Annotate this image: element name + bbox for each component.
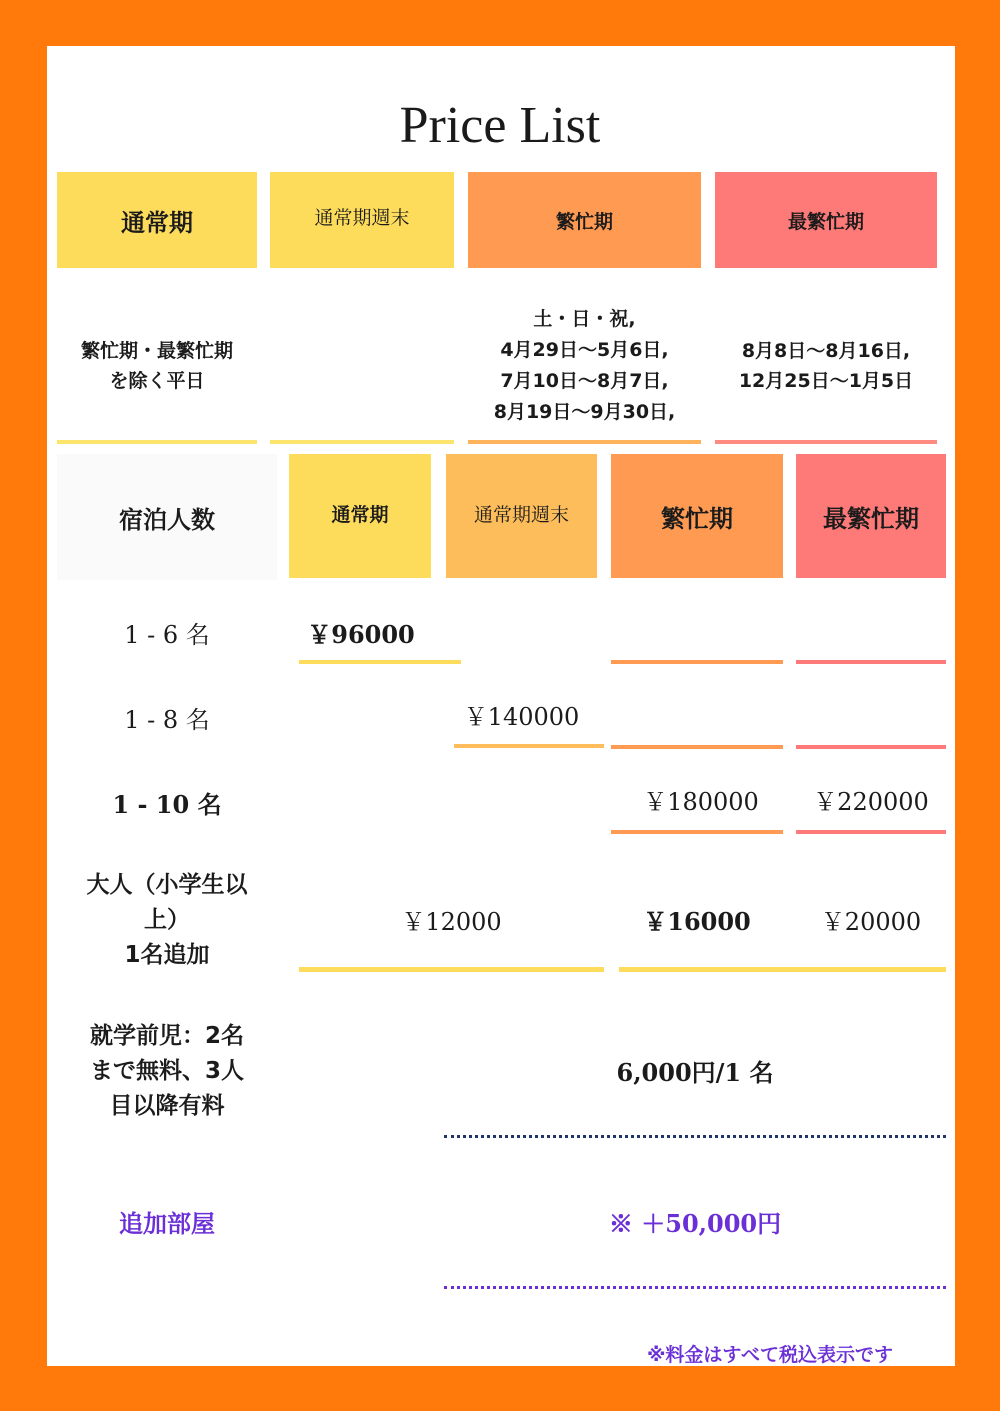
season-note-normal-line: を除く平日 — [109, 370, 205, 392]
row-label-adult — [57, 868, 277, 973]
price-header-normal: 通常期 — [289, 454, 431, 578]
divider — [57, 440, 257, 444]
season-header-peak: 最繁忙期 — [715, 172, 937, 268]
row-label-extra-room: 追加部屋 — [119, 1209, 215, 1238]
divider — [299, 660, 461, 664]
tax-footnote: ※料金はすべて税込表示です — [646, 1344, 894, 1366]
divider — [715, 440, 937, 444]
season-note-peak-line: 8月8日〜8月16日, — [741, 340, 911, 362]
page-title: Price List — [399, 97, 601, 154]
row-label-preschool-line: 目以降有料 — [109, 1093, 225, 1119]
price-adult-busy: ￥16000 — [643, 906, 751, 936]
divider — [611, 660, 783, 664]
dotted-divider — [444, 1286, 946, 1289]
divider — [611, 830, 783, 834]
guests-header: 宿泊人数 — [57, 454, 277, 580]
row-label-adult-line: 大人（小学生以 — [86, 872, 248, 898]
price-adult-peak: ￥20000 — [820, 907, 922, 936]
divider — [619, 967, 946, 972]
season-note-normal — [57, 336, 257, 396]
price-header-peak: 最繁忙期 — [796, 454, 946, 578]
row-label-1-8: 1 - 8 名 — [124, 705, 210, 734]
price-extra-room: ※ ＋50,000円 — [608, 1208, 782, 1238]
divider — [299, 967, 604, 972]
price-1-6-normal: ￥96000 — [307, 619, 415, 649]
price-header-normal-weekend: 通常期週末 — [446, 454, 597, 578]
row-label-1-6: 1 - 6 名 — [124, 620, 210, 649]
divider — [796, 830, 946, 834]
row-label-preschool-line: 就学前児：2名 — [89, 1023, 244, 1049]
price-1-10-peak: ￥220000 — [813, 787, 929, 816]
season-note-busy-line: 土・日・祝, — [533, 308, 636, 330]
price-header-busy: 繁忙期 — [611, 454, 783, 578]
row-label-preschool — [57, 1019, 277, 1124]
price-1-8-weekend: ￥140000 — [463, 702, 580, 731]
season-header-normal-weekend: 通常期週末 — [270, 172, 454, 268]
season-header-busy: 繁忙期 — [468, 172, 701, 268]
season-note-normal-line: 繁忙期・最繁忙期 — [80, 340, 233, 362]
dotted-divider — [444, 1135, 946, 1138]
row-label-adult-line: 1名追加 — [124, 942, 210, 968]
row-label-adult-line: 上） — [144, 907, 190, 933]
season-note-busy — [468, 304, 701, 428]
divider — [611, 745, 783, 749]
divider — [468, 440, 701, 444]
season-note-busy-line: 7月10日〜8月7日, — [500, 370, 669, 392]
season-header-normal: 通常期 — [57, 172, 257, 268]
season-note-busy-line: 4月29日〜5月6日, — [500, 339, 669, 361]
season-note-peak — [715, 336, 937, 396]
price-preschool: 6,000円/1 名 — [616, 1057, 774, 1087]
divider — [796, 745, 946, 749]
price-1-10-busy: ￥180000 — [643, 787, 759, 816]
season-note-peak-line: 12月25日〜1月5日 — [738, 370, 914, 392]
divider — [796, 660, 946, 664]
divider — [270, 440, 454, 444]
price-adult-normal: ￥12000 — [401, 907, 502, 936]
row-label-preschool-line: まで無料、3人 — [89, 1058, 244, 1084]
divider — [454, 744, 604, 748]
row-label-1-10: 1 - 10 名 — [112, 789, 222, 819]
season-note-busy-line: 8月19日〜9月30日, — [493, 401, 676, 423]
